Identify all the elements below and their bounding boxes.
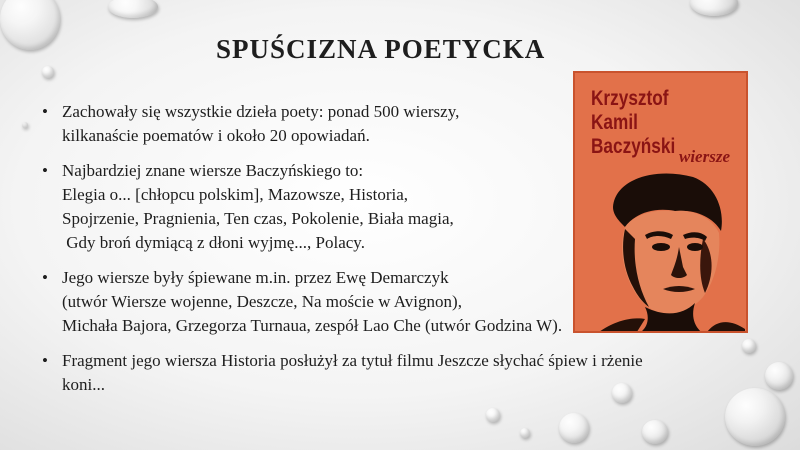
water-drop bbox=[42, 66, 54, 78]
bullet-text-line: koni... bbox=[62, 375, 105, 394]
water-drop bbox=[22, 122, 28, 128]
bullet-marker: • bbox=[42, 351, 48, 370]
bullet-text-line: Zachowały się wszystkie dzieła poety: ponad 500 wierszy, bbox=[62, 102, 460, 121]
bullet-text-line: Elegia o... [chłopcu polskim], Mazowsze, Historia, bbox=[62, 185, 409, 204]
bullet-text-line: Jego wiersze były śpiewane m.in. przez Ewę Demarczyk bbox=[62, 268, 449, 287]
portrait-illustration bbox=[575, 169, 748, 333]
bullet-text-line: Fragment jego wiersza Historia posłużył za tytuł filmu Jeszcze słychać śpiew i rżenie bbox=[62, 351, 643, 370]
book-subtitle: wiersze bbox=[679, 147, 730, 166]
water-drop bbox=[725, 388, 785, 446]
bullet-text-line: Spojrzenie, Pragnienia, Ten czas, Pokolenie, Biała magia, bbox=[62, 209, 454, 228]
bullet-marker: • bbox=[42, 268, 48, 287]
bullet-text-line: Michała Bajora, Grzegorza Turnaua, zespół Lao Che (utwór Godzina W). bbox=[62, 316, 563, 335]
book-cover-image bbox=[573, 71, 748, 333]
water-drop bbox=[486, 408, 500, 422]
water-drop bbox=[742, 339, 756, 353]
water-drop bbox=[642, 420, 668, 444]
bullet-text-line: Najbardziej znane wiersze Baczyńskiego to: bbox=[62, 161, 364, 180]
bullet-text-line: (utwór Wiersze wojenne, Deszcze, Na moście w Avignon), bbox=[62, 292, 462, 311]
water-drop bbox=[690, 0, 738, 16]
water-drop bbox=[520, 428, 530, 438]
water-drop bbox=[0, 0, 60, 50]
bullet-item bbox=[42, 349, 702, 397]
bullet-text-line: Gdy broń dymiącą z dłoni wyjmę..., Polacy. bbox=[62, 233, 365, 252]
water-drop bbox=[108, 0, 158, 18]
book-author-line: Krzysztof Kamil bbox=[591, 87, 669, 134]
water-drop bbox=[559, 413, 589, 443]
bullet-text-line: kilkanaście poematów i około 20 opowiadań. bbox=[62, 126, 370, 145]
slide-title: SPUŚCIZNA POETYCKA bbox=[216, 34, 546, 64]
water-drop bbox=[765, 362, 793, 390]
book-author-line: Baczyński bbox=[591, 135, 676, 158]
bullet-marker: • bbox=[42, 161, 48, 180]
bullet-marker: • bbox=[42, 102, 48, 121]
